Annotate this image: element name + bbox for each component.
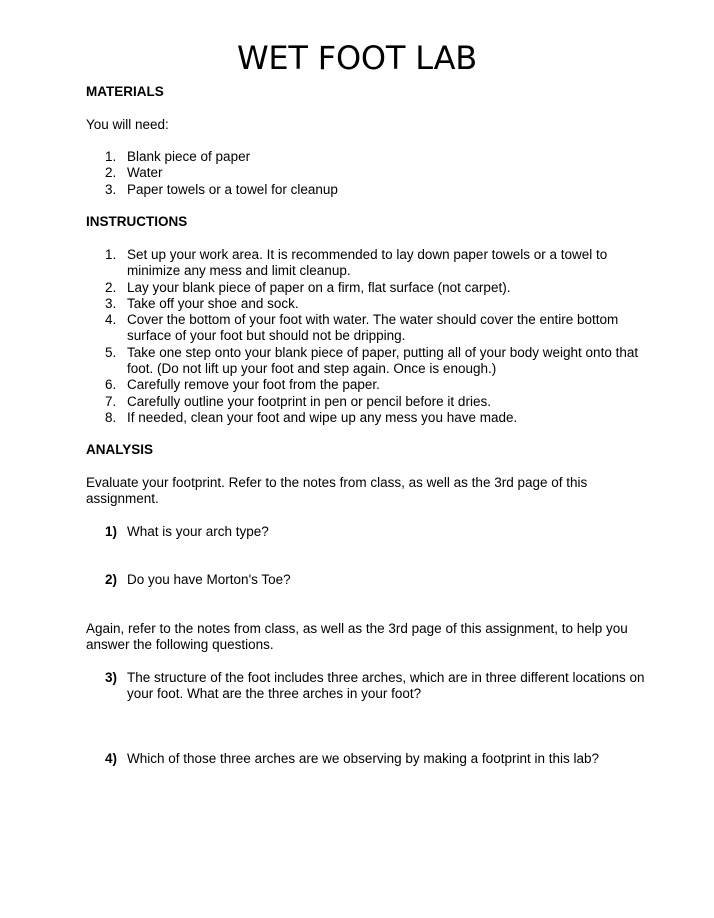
question-2 [86, 572, 646, 588]
question-1 [86, 524, 646, 540]
analysis-intro: Evaluate your footprint. Refer to the notes from class, as well as the 3rd page of this assignment. [86, 475, 588, 507]
list-item-text: Water [127, 165, 163, 181]
list-item-text: Blank piece of paper [127, 149, 251, 164]
question-number: 4) [105, 751, 118, 766]
list-item [86, 280, 646, 296]
list-number: 2. [105, 165, 117, 181]
list-item [86, 296, 646, 312]
list-number: 8. [105, 409, 117, 425]
list-item-text: Paper towels or a towel for cleanup [127, 181, 338, 197]
question-text: Which of those three arches are we observing by making a footprint in this lab? [127, 751, 599, 766]
list-number: 1. [105, 247, 117, 262]
list-item-text: Cover the bottom of your foot with water. The water should cover the entire bottom surface of your foot but should not be dripping. [127, 312, 619, 344]
instructions-list [86, 247, 646, 426]
question-4 [86, 751, 646, 767]
question-text: What is your arch type? [127, 524, 269, 539]
list-item [86, 345, 646, 378]
list-number: 3. [105, 181, 117, 197]
question-number: 1) [105, 524, 118, 539]
question-text: Do you have Morton's Toe? [127, 572, 291, 587]
list-item [86, 149, 646, 165]
question-number: 2) [105, 572, 118, 587]
question-number: 3) [105, 670, 118, 685]
list-item-text: Set up your work area. It is recommended to lay down paper towels or a towel to minimize any mess and limit cleanup. [127, 247, 608, 279]
list-number: 6. [105, 377, 117, 393]
list-item [86, 312, 646, 345]
question-text: The structure of the foot includes three arches, which are in three different locations on your foot. What are the three arches in your foot? [127, 670, 645, 702]
list-number: 1. [105, 149, 117, 164]
list-item [86, 165, 646, 181]
materials-list [86, 149, 646, 198]
list-number: 3. [105, 295, 117, 311]
list-item [86, 410, 646, 426]
list-item [86, 247, 646, 280]
instructions-heading: INSTRUCTIONS [86, 214, 188, 229]
list-item-text: Take one step onto your blank piece of paper, putting all of your body weight onto that foot. (Do not lift up your foot and step again. Once is enough.) [127, 344, 639, 377]
list-number: 7. [105, 393, 117, 409]
page-title: WET FOOT LAB [236, 39, 478, 77]
list-number: 4. [105, 312, 117, 328]
list-item-text: If needed, clean your foot and wipe up any mess you have made. [127, 409, 518, 425]
materials-heading: MATERIALS [86, 84, 164, 99]
list-number: 5. [105, 344, 117, 360]
list-item-text: Lay your blank piece of paper on a firm, flat surface (not carpet). [127, 279, 511, 295]
analysis-heading: ANALYSIS [86, 442, 154, 457]
list-item [86, 377, 646, 393]
analysis-again-paragraph: Again, refer to the notes from class, as well as the 3rd page of this assignment, to help you answer the following questions. [86, 621, 628, 653]
list-item-text: Take off your shoe and sock. [127, 295, 299, 311]
list-item [86, 394, 646, 410]
materials-intro: You will need: [86, 117, 169, 132]
list-item-text: Carefully outline your footprint in pen or pencil before it dries. [127, 393, 491, 409]
list-item-text: Carefully remove your foot from the paper. [127, 377, 380, 393]
list-item [86, 182, 646, 198]
question-3 [86, 670, 646, 703]
list-number: 2. [105, 279, 117, 295]
